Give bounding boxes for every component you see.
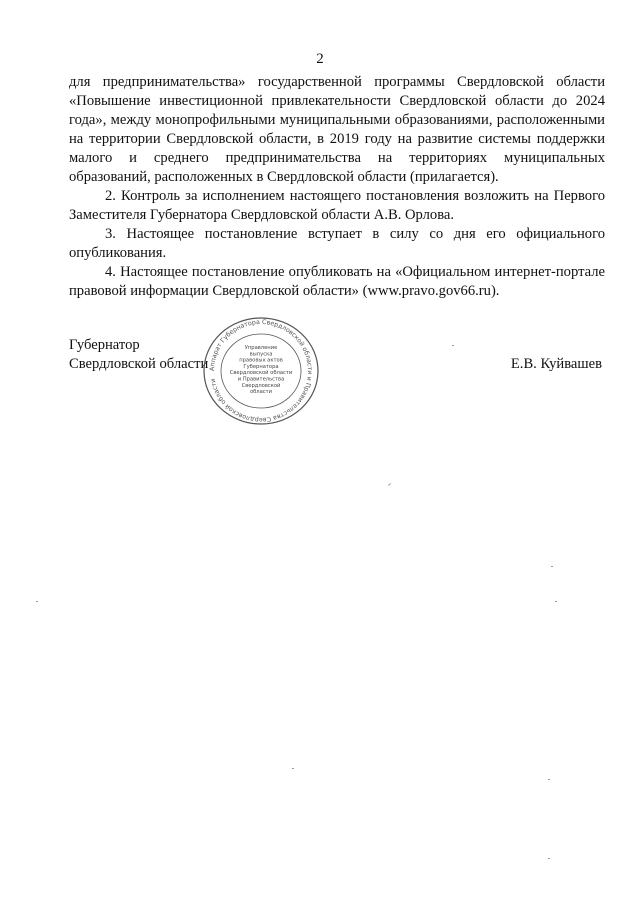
paragraph-effective-date: 3. Настоящее постановление вступает в силу со дня его официального опубликования. <box>69 226 605 261</box>
seal-center-line: Управление <box>244 345 278 351</box>
signatory-title-line-1: Губернатор <box>69 337 140 353</box>
paragraph-control: 2. Контроль за исполнением настоящего постановления возложить на Первого Заместителя Губернатора Свердловской области А.В. Орлова. <box>69 188 605 223</box>
seal-center-line: правовых актов <box>239 357 283 364</box>
scan-speck <box>292 768 294 769</box>
scan-speck <box>388 483 391 486</box>
seal-center-line: Свердловской области <box>229 370 293 377</box>
document-body <box>69 73 605 301</box>
signatory-title <box>69 336 208 374</box>
scan-speck <box>452 345 454 346</box>
signatory-name: Е.В. Куйвашев <box>510 356 602 372</box>
seal-center-line: Свердловской <box>241 382 281 389</box>
scan-speck <box>551 566 553 567</box>
seal-center-line: Губернатора <box>243 363 279 370</box>
official-seal-stamp <box>201 316 321 426</box>
seal-ring-text: Аппарат Губернатора Свердловской области и Правительства Свердловской области <box>208 318 314 424</box>
page-number: 2 <box>316 51 324 67</box>
signatory-title-line-2: Свердловской области <box>69 356 209 372</box>
scan-speck <box>548 858 550 859</box>
scan-speck <box>36 601 38 602</box>
seal-icon <box>201 316 321 426</box>
seal-center-line: области <box>249 389 273 396</box>
paragraph-publication: 4. Настоящее постановление опубликовать на «Официальном интернет-портале правовой информации Свердловской области» (www.pravo.gov66.ru). <box>69 264 605 299</box>
paragraph-continuation: для предпринимательства» государственной программы Свердловской области «Повышение инвестиционной привлекательности Свердловской области до 2024 года», между монопрофильными муниципальными образованиями, расположенными на территории Свердловской области, в 2019 году на развитие системы поддержки малого и среднего предпринимательства на территориях муниципальных образований, расположенных в Свердловской области (прилагается). <box>69 74 605 185</box>
seal-center-line: и Правительства <box>237 376 285 383</box>
scan-speck <box>548 779 550 780</box>
scan-speck <box>555 601 557 602</box>
seal-center-line: выпуска <box>249 351 273 358</box>
